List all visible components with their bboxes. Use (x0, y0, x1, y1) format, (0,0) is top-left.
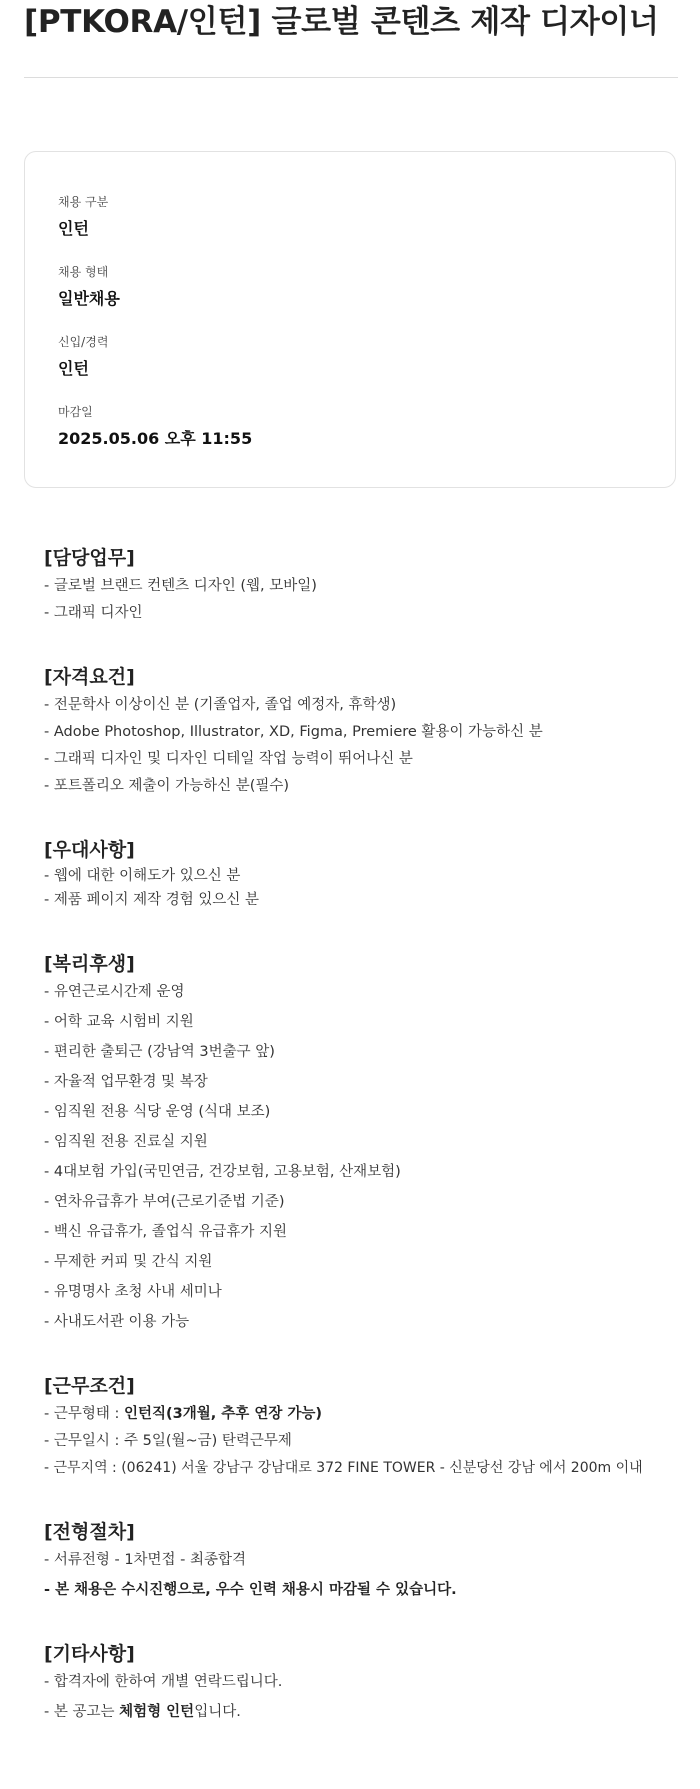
section-duties (44, 545, 684, 623)
list-item: - 전문학사 이상이신 분 (기졸업자, 졸업 예정자, 휴학생) (44, 697, 397, 713)
list-item: - 웹에 대한 이해도가 있으신 분 (44, 868, 241, 884)
process-note: - 본 채용은 수시진행으로, 우수 인력 채용시 마감될 수 있습니다. (44, 1582, 457, 1598)
work-type-value: 인턴직(3개월, 추후 연장 가능) (123, 1406, 323, 1422)
process-steps: - 서류전형 - 1차면접 - 최종합격 (44, 1552, 247, 1568)
list-item: - 유연근로시간제 운영 (44, 984, 185, 1000)
etc-notice-suffix: 입니다. (194, 1704, 241, 1720)
section-etc (44, 1641, 684, 1722)
list-item: - 사내도서관 이용 가능 (44, 1314, 190, 1330)
summary-field-employment-type (58, 264, 120, 310)
etc-notice-bold: 체험형 인턴 (119, 1704, 195, 1720)
list-item: - Adobe Photoshop, Illustrator, XD, Figma, Premiere 활용이 가능하신 분 (44, 724, 543, 740)
section-title: [근무조건] (44, 1375, 135, 1397)
work-location-line: - 근무지역 : (06241) 서울 강남구 강남대로 372 FINE TOWER - 신분당선 강남 에서 200m 이내 (44, 1460, 643, 1476)
section-process (44, 1519, 684, 1600)
field-label: 마감일 (58, 405, 93, 419)
etc-contact: - 합격자에 한하여 개별 연락드립니다. (44, 1674, 283, 1690)
list-item: - 4대보험 가입(국민연금, 건강보험, 고용보험, 산재보험) (44, 1164, 401, 1180)
field-value: 인턴 (58, 359, 89, 378)
section-title: [담당업무] (44, 547, 135, 569)
section-title: [복리후생] (44, 953, 135, 975)
field-label: 채용 구분 (58, 195, 109, 209)
list-item: - 편리한 출퇴근 (강남역 3번출구 앞) (44, 1044, 275, 1060)
field-value: 2025.05.06 오후 11:55 (58, 429, 253, 448)
field-label: 채용 형태 (58, 265, 109, 279)
etc-notice-prefix: - 본 공고는 (44, 1704, 120, 1720)
summary-field-category (58, 194, 108, 240)
list-item: - 무제한 커피 및 간식 지원 (44, 1254, 213, 1270)
etc-notice (44, 1702, 684, 1722)
section-preferred (44, 837, 684, 910)
section-title: [전형절차] (44, 1521, 135, 1543)
list-item: - 자율적 업무환경 및 복장 (44, 1074, 208, 1090)
summary-field-experience (58, 334, 108, 380)
list-item: - 제품 페이지 제작 경험 있으신 분 (44, 892, 259, 908)
field-label: 신입/경력 (58, 335, 109, 349)
field-value: 인턴 (58, 219, 89, 238)
list-item: - 그래픽 디자인 및 디자인 디테일 작업 능력이 뛰어나신 분 (44, 751, 413, 767)
section-requirements (44, 664, 684, 796)
section-benefits (44, 951, 684, 1332)
list-item: - 유명명사 초청 사내 세미나 (44, 1284, 222, 1300)
section-title: [우대사항] (44, 839, 135, 861)
job-description (44, 545, 684, 1722)
section-conditions (44, 1373, 684, 1478)
field-value: 일반채용 (58, 289, 120, 308)
list-item: - 백신 유급휴가, 졸업식 유급휴가 지원 (44, 1224, 287, 1240)
list-item: - 어학 교육 시험비 지원 (44, 1014, 194, 1030)
list-item: - 임직원 전용 식당 운영 (식대 보조) (44, 1104, 271, 1120)
summary-field-deadline (58, 404, 252, 450)
work-type-line (44, 1404, 684, 1424)
page-title: [PTKORA/인턴] 글로벌 콘텐츠 제작 디자이너 (24, 4, 659, 40)
title-divider (24, 77, 678, 78)
list-item: - 그래픽 디자인 (44, 605, 143, 621)
list-item: - 글로벌 브랜드 컨텐츠 디자인 (웹, 모바일) (44, 578, 317, 594)
list-item: - 연차유급휴가 부여(근로기준법 기준) (44, 1194, 285, 1210)
section-title: [자격요건] (44, 666, 135, 688)
job-summary-card (24, 151, 676, 488)
section-title: [기타사항] (44, 1643, 135, 1665)
work-type-label: - 근무형태 : (44, 1406, 124, 1422)
work-schedule-line: - 근무일시 : 주 5일(월~금) 탄력근무제 (44, 1433, 292, 1449)
list-item: - 임직원 전용 진료실 지원 (44, 1134, 208, 1150)
list-item: - 포트폴리오 제출이 가능하신 분(필수) (44, 778, 290, 794)
